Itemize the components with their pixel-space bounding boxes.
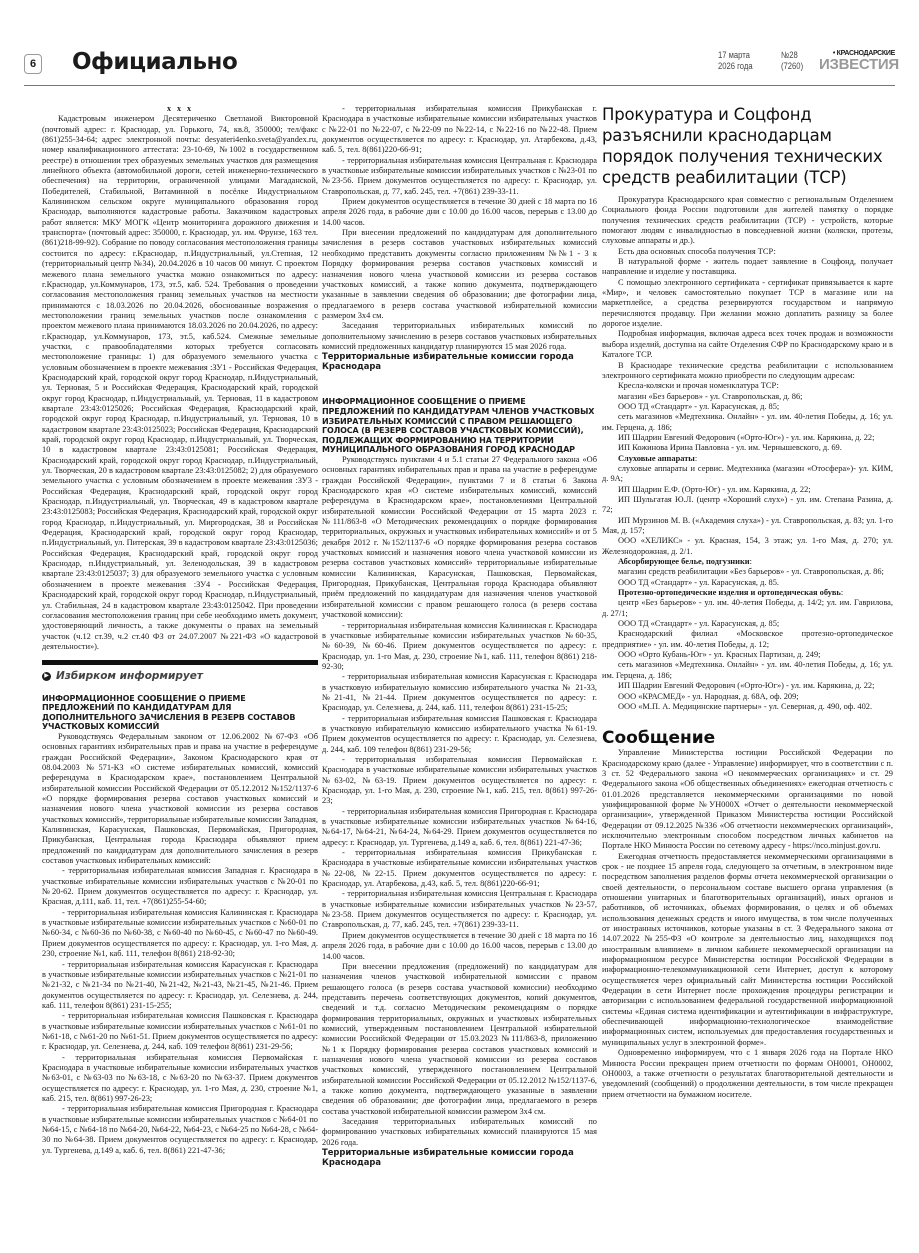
issue-number [781,50,803,72]
address-item: ИП Мурзинов М. В. («Академия слуха») - ул. Ставропольская, д. 83; ул. 1-го Мая, д. 157; [602,515,893,535]
page-header [24,46,899,86]
address-item: ИП Шадрин Евгений Федорович («Орто-Юг») - ул. им. Карякина, д. 22; [618,432,875,442]
address-item: центр «Без барьеров» - ул. им. 40-летия Победы, д. 14/2; ул. им. Гаврилова, д. 27/1; [602,598,893,618]
cadastral-notice: Кадастровым инженером Десятериченко Светланой Викторовной (почтовый адрес: г. Краснодар, ул. Горького, 74, кв.8, 350000; тел/факс (861)255-34-64; адрес электронной почты: desyateri4enko.sveta@yandex.ru, номер квалификационного аттестата: 23-10-69, №1002 в государственном реестре) в отношении трех образуемых земельных участков для размещения линейного объекта (автомобильной дороги, сетей инженерно-технического обеспечения) на территории, ограниченной улицами Магаданской, Победителей, Стабильной, Витаминной в посёлке Индустриальном Калининском сельском округе муниципального образования город Краснодар, выполняются кадастровые работы. Заказчиком кадастровых работ является: МКУ МОГК «Центр мониторинга дорожного движения и транспорта» (почтовый адрес: 350000, г. Краснодар, ул. им. Фрунзе, 163 тел.(861)218-99-92). Собрание по поводу согласования местоположения границы состоится по адресу: г.Краснодар, п.Индустриальный, ул.Степная, 12 (территориальный центр №34), 20.04.2026 в 10 часов 00 минут. С проектом межевого плана земельного участка можно ознакомиться по адресу: г.Краснодар, ул.Коммунаров, 173, эт.5, каб. 524. Требования о проведении согласования местоположения границ земельных участков на местности принимаются с 18.03.2026 по 20.04.2026, обоснованные возражения о местоположении границ земельных участков после ознакомления с проектом межевого плана принимаются 18.03.2026 по 20.04.2026, по адресу: г.Краснодар, ул.Коммунаров, 173, эт.5, каб.524. Смежные земельные участки, с правообладателями которых требуется согласовать местоположение границы: 1) для образуемого земельного участка с условным обозначением в проекте межевания :ЗУ1 - Российская Федерация, Краснодарский край, городской округ город Краснодар, п.Индустриальный, ул. Терновая, 5 и Российская Федерация, Краснодарский край, городской округ город Краснодар, п.Индустриальный, ул. Терновая, 11 в кадастровом квартале 23:43:0125026; Российская Федерация, Краснодарский край, городской округ город Краснодар, п.Индустриальный, ул. Терновая, 10 в кадастровом квартале 23:43:0125023; Российская Федерация, Краснодарский край, городской округ город Краснодар, п.Индустриальный, ул. Творческая, 10 в кадастровом квартале 23:43:0125081; Российская Федерация, Краснодарский край, городской округ город Краснодар, п.Индустриальный, ул. Творческая, 20 в кадастровом квартале 23:43:0125082; 2) для образуемого земельного участка с условным обозначением в проекте межевания :ЗУ3 - Российская Федерация, Краснодарский край, городской округ город Краснодар, п.Индустриальный, ул. Творческая, 49 в кадастровом квартале 23:43:0125083; Российская Федерация, Краснодарский край, городской округ город Краснодар, п.Индустриальный, ул. Миргородская, 38 и Российская Федерация, Краснодарский край, городской округ город Краснодар, п.Индустриальный, ул. Питерская, 39 в кадастровом квартале 23:43:0125036; Российская Федерация, Краснодарский край, городской округ город Краснодар, п.Индустриальный, ул. Зеленодольская, 39 в кадастровом квартале 23:43:0125037; 3) для образуемого земельного участка с условным обозначением в проекте межевания :ЗУ4 - Российская Федерация, Краснодарский край, городской округ город Краснодар, п.Индустриальный, ул. Стабильная, 24 в кадастровом квартале 23:43:0125042. При проведении согласования местоположения границ при себе необходимо иметь документ, удостоверяющий личность, а также документы о правах на земельный участок (ч.12 ст.39, ч.2 ст.40 ФЗ от 24.07.2007 №221-ФЗ «О кадастровой деятельности»). [42,114,318,651]
article-paragraph: Есть два основных способа получения ТСР: [618,246,776,256]
issue-date [718,50,753,72]
article-paragraph: В натуральной форме - житель подает заявление в Соцфонд, получает направление и изделие у поставщика. [602,257,893,277]
notice2-signature: Территориальные избирательные комиссии города Краснодара [322,1147,574,1167]
page-number: 6 [24,54,42,74]
notice-paragraph: Прием документов осуществляется в течение 30 дней с 18 марта по 16 апреля 2026 года, в рабочие дни с 10.00 до 16.00 часов, перерыв с 13.00 до 14.00 часов. [322,197,597,227]
address-item: магазин средств реабилитации «Без барьеров» - ул. Ставропольская, д. 86; [618,567,884,577]
article-separator: x x x [167,104,193,113]
address-item: ИП Шадрин Е.Ф. (Орто-Юг) - ул. им. Карякина, д. 22; [618,484,811,494]
article-paragraph: С помощью электронного сертификата - сертификат привязывается к карте «Мир», и человек самостоятельно покупает ТСР в магазине или на маркетплейсе, а средства резервируются государством и напрямую перечисляются продавцу. При желании можно доплатить разницу за более дорогое изделие. [602,277,893,329]
header-divider [24,85,895,86]
notice2-paragraph: Заседания территориальных избирательных комиссий по формированию участковых избирательных комиссий планируются 15 мая 2026 года. [322,1117,597,1147]
notice-paragraph: - территориальная избирательная комиссия Калининская г. Краснодара в участковые избирательные комиссии избирательных участков с №60-01 по №60-34, с №60-36 по №60-38, с №60-40 по №60-45, с №60-47 по №60-49. Прием документов осуществляется по адресу: г. Краснодар, ул. 1-го Мая, д. 230, строение №1, каб. 111, телефон 8(861) 218-92-30; [42,907,318,959]
category-heading-prosthetic: Протезно-ортопедические изделия и ортопедическая обувь: [618,588,844,598]
notice-paragraph: - территориальная избирательная комиссия Пригородная г. Краснодара в участковые избирательные комиссии избирательных участков с №64-01 по №64-15, с №64-18 по №64-20, №64-22, №64-23, с №64-25 по №64-28, с №64-30 по №64-38. Прием документов осуществляется по адресу: г. Краснодар, ул. Тургенева, д.149 а, каб. 6, тел. 8(861) 221-47-36; [42,1104,318,1155]
address-item: ИП Шадрин Евгений Федорович («Орто-Юг») - ул. им. Карякина, д. 22; [618,681,875,691]
address-item: сеть магазинов «Медтехника. Онлайн» - ул. им. 40-летия Победы, д. 16; ул. им. Герцена, д. 186; [602,660,893,680]
category-heading-hearing: Слуховые аппараты: [618,453,698,463]
column-1 [42,104,318,1156]
logo-bottom: ИЗВЕСТИЯ [819,56,899,73]
section-title: Официально [72,49,238,75]
article-paragraph: Ежегодная отчетность предоставляется некоммерческими организациями в срок - не позднее 15 апреля года, следующего за отчетным, в электронном виде посредством заполнения разделов формы отчета некоммерческой организации о своей деятельности, о персональном составе высшего органа управления (в отношении унитарных и благотворительных организаций), иных органов и работников, об источниках, объемах формирования, о целях и об объемах использования денежных средств и иного имущества, в том числе полученных от иностранных источников, которые указаны в ст. 3 Федерального закона от 14.07.2022 №255-ФЗ «О контроле за деятельностью лиц, находящихся под иностранным влиянием» в личном кабинете некоммерческой организации на информационном ресурсе Министерства юстиции Российской Федерации в информационно-телекоммуникационной сети Интернет, доступ к которому осуществляется через официальный сайт Министерства юстиции Российской Федерации в сети Интернет после прохождения процедуры регистрации и авторизации с использованием федеральной государственной информационной системы «Единая система идентификации и аутентификации в инфраструктуре, обеспечивающей информационно-технологическое взаимодействие информационных систем, используемых для предоставления государственных и муниципальных услуг в электронной форме». [602,851,893,1047]
notice2-heading: ИНФОРМАЦИОННОЕ СООБЩЕНИЕ О ПРИЕМЕ ПРЕДЛОЖЕНИЙ ПО КАНДИДАТУРАМ ЧЛЕНОВ УЧАСТКОВЫХ ИЗБИРАТЕЛЬНЫХ КОМИССИЙ С ПРАВОМ РЕШАЮЩЕГО ГОЛОСА (В РЕЗЕРВ СОСТАВОВ УЧАСТКОВЫХ КОМИССИЙ), ПОДЛЕЖАЩИХ ФОРМИРОВАНИЮ НА ТЕРРИТОРИИ МУНИЦИПАЛЬНОГО ОБРАЗОВАНИЯ ГОРОД КРАСНОДАР [322,397,595,455]
article-paragraph: Управление Министерства юстиции Российской Федерации по Краснодарскому краю (далее - Управление) информирует, что в соответствии с п. 3 ст. 52 Федерального закона «О некоммерческих организациях» и ст. 29 Федерального закона «Об общественных объединениях» ежегодная отчетность с 01.01.2026 представляется некоммерческими организациями по новой унифицированной форме №УН000Х «Отчет о деятельности некоммерческой организации», утвержденной Приказом Министерства юстиции Российской Федерации от 09.12.2025 №336 «Об отчетности некоммерческих организаций», исключительно электронным способом посредством личных кабинетов на Портале НКО Минюста России по сетевому адресу - https://nco.minjust.gov.ru. [602,748,893,851]
notice2-paragraph: Руководствуясь пунктами 4 и 5.1 статьи 27 Федерального закона «Об основных гарантиях избирательных прав и права на участие в референдуме граждан Российской Федерации», пунктами 7 и 8 статьи 6 Закона Краснодарского края «О системе избирательных комиссий, комиссий референдума в Краснодарском крае», постановлениями Центральной избирательной комиссии Российской Федерации от 15 марта 2023 г. №111/863-8 «О Методических рекомендациях о порядке формирования территориальных, окружных и участковых избирательных комиссий» и от 5 декабря 2012 г. №152/1137-6 «О порядке формирования резерва составов участковых комиссий и назначения нового члена участковой комиссии из резерва составов участковых комиссий» территориальные избирательные комиссии Калининская, Карасунская, Пашковская, Первомайская, Пригородная, Прикубанская, Центральная города Краснодара объявляют приём предложений по кандидатурам для назначения членов участковой избирательной комиссии с правом решающего голоса (в резерв состава участковой комиссии): [322,455,597,620]
address-item: ООО «М.П. А. Медицинские партнеры» - ул. Северная, д. 490, оф. 402. [618,701,873,711]
notice2-paragraph: - территориальная избирательная комиссия Прикубанская г. Краснодара в участковые избирательные комиссии избирательных участков №22-08, №22-15. Прием документов осуществляется по адресу: г. Краснодар, ул. Атарбекова, д.43, каб. 5, тел. 8(861)220-66-91; [322,848,597,889]
column-3 [602,104,893,1100]
article-paragraph: Подробная информация, включая адреса всех точек продаж и возможности выбора изделий, доступна на сайте Отделения СФР по Краснодарскому краю и в Каталоге ТСР. [602,329,893,360]
issue-number-line1: №28 [781,50,798,60]
notice-paragraph: - территориальная избирательная комиссия Пашковская г. Краснодара в участковые избирательные комиссии избирательных участков с №61-01 по №61-18, с №61-20 по №61-51. Прием документов осуществляется по адресу: г. Краснодар, ул. Селезнева, д. 244, каб. 109 телефон 8(861) 231-29-56; [42,1011,318,1052]
address-item: сеть магазинов «Медтехника. Онлайн» - ул. им. 40-летия Победы, д. 16; ул. им. Герцена, д. 186; [602,412,893,432]
rubric-label: Избирком информирует [56,670,203,683]
article-paragraph: Кресла-коляски и прочая номенклатура ТСР: [618,381,779,391]
notice2-paragraph: Прием документов осуществляется в течение 30 дней с 18 марта по 16 апреля 2026 года, в рабочие дни с 10.00 до 16.00 часов, перерыв с 13.00 до 14.00 часов. [322,930,597,961]
notice-paragraph: - территориальная избирательная комиссия Карасунская г. Краснодара в участковые избирательные комиссии избирательных участков с №21-01 по №21-32, с №21-34 по №21-40, №21-42, №21-43, №21-45, №21-46. Прием документов осуществляется по адресу: г. Краснодар, ул. Селезнева, д. 244, каб. 111, телефон 8(861) 231-15-255; [42,959,318,1010]
notice-paragraph: При внесении предложений по кандидатурам для дополнительного зачисления в резерв составов участковых избирательных комиссий необходимо представить документы согласно приложениям №№1 - 3 к Порядку формирования резерва составов участковых комиссий и назначения нового члена участковой комиссии из резерва составов участковых комиссий, а также копию документа, подтверждающего указанные в заявлении сведения об образовании; две фотографии лица, предлагаемого в резерв состава участковой избирательной комиссии размером 3х4 см. [322,228,597,320]
column-2 [322,104,597,1167]
article-title-tsr: Прокуратура и Соцфонд разъяснили краснодарцам порядок получения технических средств реабилитации (ТСР) [602,105,883,187]
address-item: Краснодарский филиал «Московское протезно-ортопедическое предприятие» - ул. им. 40-летия Победы, д. 12; [602,629,893,649]
article-paragraph: Прокуратура Краснодарского края совместно с региональным Отделением Социального фонда России подготовили для жителей памятку о порядке получения технических средств реабилитации (ТСР) - устройств, которые помогают людям с инвалидностью в повседневной жизни (коляски, протезы, слуховые аппараты и др.). [602,195,893,246]
address-item: ООО «КРАСМЕД» - ул. Народная, д. 68А, оф. 209; [618,691,799,701]
address-item: слуховые аппараты и сервис. Медтехника (магазин «Отосфера»)- ул. КИМ, д. 9А; [602,463,893,484]
notice2-paragraph: - территориальная избирательная комиссия Центральная г. Краснодара в участковые избирательные комиссии избирательных участков №23-57, №23-58. Прием документов осуществляется по адресу: г. Краснодар, ул. Ставропольская, д. 77, каб. 245, тел. +7(861) 239-33-11. [322,889,597,930]
category-label: Слуховые аппараты [618,453,695,463]
address-item: ООО ТД «Стандарт» - ул. Карасунская, д. 85; [618,401,780,411]
rubric-header [42,671,318,681]
article-paragraph: Одновременно информируем, что с 1 января 2026 года на Портале НКО Минюста России прекращен прием отчетности по формам ОН0001, ОН0002, ОН0003, а также отчетности о результатах благотворительной деятельности и уведомлений (сообщений) о продолжении деятельности, в том числе прекращен прием отчетности на бумажном носителе. [602,1048,893,1099]
notice-heading: ИНФОРМАЦИОННОЕ СООБЩЕНИЕ О ПРИЕМЕ ПРЕДЛОЖЕНИЙ ПО КАНДИДАТУРАМ ДЛЯ ДОПОЛНИТЕЛЬНОГО ЗАЧИСЛЕНИЯ В РЕЗЕРВ СОСТАВОВ УЧАСТКОВЫХ КОМИССИЙ [42,693,296,732]
notice2-paragraph: При внесении предложения (предложений) по кандидатурам для назначения членов участковой избирательной комиссии с правом решающего голоса (в резерв состава участковой комиссии) необходимо представить перечень соответствующих документов, копий документов, сведений и т.д. согласно Методическим рекомендациям о порядке формирования территориальных, окружных и участковых избирательных комиссий, утвержденным постановлением Центральной избирательной комиссии Российской Федерации от 15.03.2023 №111/863-8, приложению №1 к Порядку формирования резерва составов участковых комиссий и назначения нового члена участковой комиссии из резерва составов участковых комиссий, утвержденного постановлением Центральной избирательной комиссии Российской Федерации от 05.12.2012 №152/1137-6, а также копию документа, подтверждающего указанные в заявлении сведения об образовании; две фотографии лица, предлагаемого в резерв состава участковой избирательной комиссии размером 3х4 см. [322,961,597,1116]
arrow-bullet-icon: ▶ [42,672,51,681]
category-heading-absorbent: Абсорбирующее белье, подгузники: [618,557,752,567]
category-label: Абсорбирующее белье, подгузники [618,557,750,567]
notice-signature: Территориальные избирательные комиссии города Краснодара [322,351,574,371]
address-item: ООО «Орто Кубань-Юг» - ул. Красных Партизан, д. 249; [618,650,821,660]
address-item: ООО «ХЕЛИКС» - ул. Красная, 154, 3 этаж; ул. 1-го Мая, д. 270; ул. Железнодорожная, д. 2/1. [602,536,893,556]
notice2-paragraph: - территориальная избирательная комиссия Калининская г. Краснодара в участковые избирательные комиссии избирательных участков №60-35, №60-39, №60-46. Прием документов осуществляется по адресу: г. Краснодар, ул. 1-го Мая, д. 230, строение №1, каб. 111, телефон 8(861) 218-92-30; [322,620,597,671]
notice-paragraph: - территориальная избирательная комиссия Прикубанская г. Краснодара в участковые избирательные комиссии избирательных участков с №22-01 по №22-07, с №22-09 по №22-14, с №22-16 по №22-48. Прием документов осуществляется по адресу: г. Краснодар, ул. Атарбекова, д.43, каб. 5, тел. 8(861)220-66-91; [322,104,597,155]
spacer [322,371,597,395]
notice2-paragraph: - территориальная избирательная комиссия Пашковская г. Краснодара в участковую избирательную комиссию избирательного участка №61-19. Прием документов осуществляется по адресу: г. Краснодар, ул. Селезнева, д. 244, каб. 109 телефон 8(861) 231-29-56; [322,713,597,754]
issue-number-line2: (7260) [781,61,804,71]
newspaper-logo [819,50,899,73]
address-item: ИП Кожинова Ирина Павловна - ул. им. Чернышевского, д. 69. [618,443,842,453]
address-item: магазин «Без барьеров» - ул. Ставропольская, д. 86; [618,391,803,401]
article-paragraph: В Краснодаре технические средства реабилитации с использованием электронного сертификата можно приобрести по следующим адресам: [602,360,893,380]
notice-paragraph: - территориальная избирательная комиссия Центральная г. Краснодара в участковые избирательные комиссии избирательных участков с №23-01 по №23-56. Прием документов осуществляется по адресу: г. Краснодар, ул. Ставропольская, д. 77, каб. 245, тел. +7(861) 239-33-11. [322,155,597,196]
article-title-message: Сообщение [602,728,716,749]
notice-paragraph: Заседания территориальных избирательных комиссий по дополнительному зачислению в резерв составов участковых избирательных комиссий предложенных кандидатур планируются 15 мая 2026 года. [322,321,597,351]
notice-paragraph: Руководствуясь Федеральным законом от 12.06.2002 №67-ФЗ «Об основных гарантиях избирательных прав и права на участие в референдуме граждан Российской Федерации», Законом Краснодарского края от 08.04.2003 №571-КЗ «О системе избирательных комиссий, комиссий референдума в Краснодарском крае», постановлением Центральной избирательной комиссии Российской Федерации от 05.12.2012 №152/1137-6 «О порядке формирования резерва составов участковых комиссий и назначения нового члена участковой комиссии из резерва составов участковых комиссий», территориальные избирательные комиссии Западная, Калининская, Карасунская, Пашковская, Первомайская, Пригородная, Прикубанская, Центральная города Краснодара объявляют прием предложений по кандидатурам для дополнительного зачисления в резерв составов участковых избирательных комиссий: [42,731,318,866]
logo-top: • КРАСНОДАРСКИЕ [832,50,895,57]
notice-paragraph: - территориальная избирательная комиссия Западная г. Краснодара в участковые избирательные комиссии избирательных участков с №20-01 по №20-62. Прием документов осуществляется по адресу: г. Краснодар, ул. Красная, д.111, каб. 11, тел. +7(861)255-54-60; [42,866,318,907]
issue-date-line1: 17 марта [718,50,750,60]
notice2-paragraph: - территориальная избирательная комиссия Карасунская г. Краснодара в участковую избирательную комиссию избирательного участка № 21-33, №21-41, №21-44. Прием документов осуществляется по адресу: г. Краснодар, ул. Селезнева, д. 244, каб. 111, телефон 8(861) 231-15-25; [322,672,597,713]
address-item: ООО ТД «Стандарт» - ул. Карасунская, д. 85. [618,577,780,587]
category-label: Протезно-ортопедические изделия и ортопедическая обувь [618,588,841,598]
issue-date-line2: 2026 года [718,61,753,71]
notice2-paragraph: - территориальная избирательная комиссия Первомайская г. Краснодара в участковые избирательные комиссии избирательных участков №63-02, №63-19. Прием документов осуществляется по адресу: г. Краснодар, ул. 1-го Мая, д. 230, строение №1, каб. 215, тел. 8(861) 997-26-23; [322,754,597,806]
address-item: ИП Шульгатая Ю.Л. (центр «Хороший слух») - ул. им. Степана Разина, д. 72; [602,494,893,515]
address-item: ООО ТД «Стандарт» - ул. Карасунская, д. 85; [618,619,780,629]
notice-paragraph: - территориальная избирательная комиссия Первомайская г. Краснодара в участковые избирательные комиссии избирательных участков №63-01, с №63-03 по №63-18, с №63-20 по №63-37. Прием документов осуществляется по адресу: г. Краснодар, ул. 1-го Мая, д. 230, строение №1, каб. 215, тел. 8(861) 997-26-23; [42,1052,318,1103]
rubric-divider [42,660,318,665]
notice2-paragraph: - территориальная избирательная комиссия Пригородная г. Краснодара в участковые избирательные комиссии избирательных участков №64-16, №64-17, №64-21, №64-24, №64-29. Прием документов осуществляется по адресу: г. Краснодар, ул. Тургенева, д.149 а, каб. 6, тел. 8(861) 221-47-36; [322,806,597,847]
